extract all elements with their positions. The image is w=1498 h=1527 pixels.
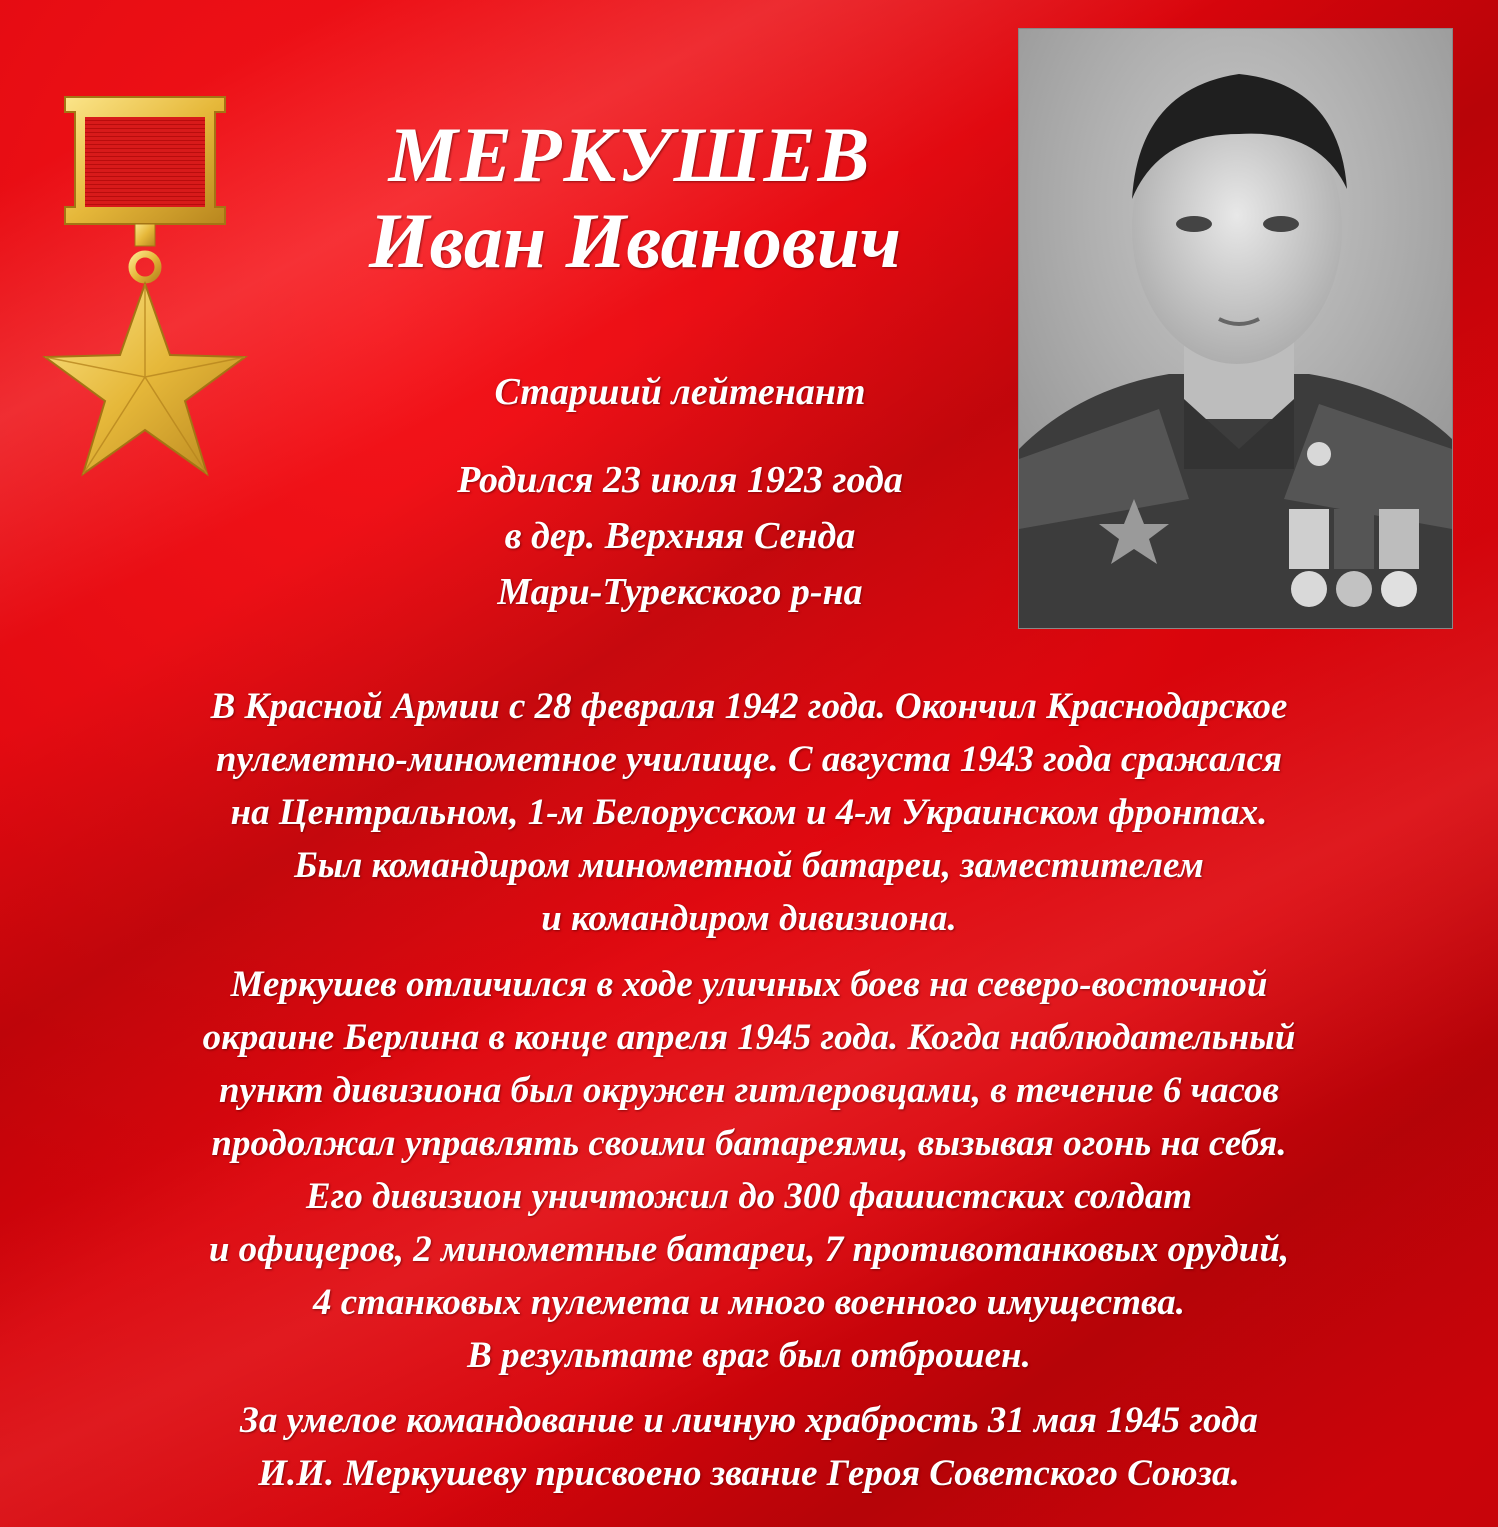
award-line: И.И. Меркушеву присвоено звание Героя Советского Союза. bbox=[258, 1453, 1240, 1494]
feat-line: пункт дивизиона был окружен гитлеровцами, в течение 6 часов bbox=[218, 1070, 1280, 1111]
feat-line: Его дивизион уничтожил до 300 фашистских солдат bbox=[306, 1176, 1192, 1217]
feat-line: 4 станковых пулемета и много военного имущества. bbox=[312, 1282, 1185, 1323]
service-line: на Центральном, 1-м Белорусском и 4-м Украинском фронтах. bbox=[230, 792, 1268, 833]
gold-star-medal-icon bbox=[40, 92, 250, 482]
birth-line: в дер. Верхняя Сенда bbox=[504, 515, 856, 557]
service-line: и командиром дивизиона. bbox=[541, 898, 957, 939]
feat-line: Меркушев отличился в ходе уличных боев на северо-восточной bbox=[230, 964, 1268, 1005]
hero-rank: Старший лейтенант bbox=[494, 371, 866, 413]
feat-line: продолжал управлять своими батареями, вызывая огонь на себя. bbox=[211, 1123, 1287, 1164]
service-line: В Красной Армии с 28 февраля 1942 года. Окончил Краснодарское bbox=[210, 686, 1288, 727]
hero-given-names: Иван Иванович bbox=[368, 197, 902, 284]
feat-line: и офицеров, 2 минометные батареи, 7 противотанковых орудий, bbox=[208, 1229, 1290, 1270]
birth-line: Мари-Турекского р-на bbox=[497, 571, 863, 613]
birth-line: Родился 23 июля 1923 года bbox=[457, 459, 903, 501]
service-line: пулеметно-минометное училище. С августа 1943 года сражался bbox=[215, 739, 1283, 780]
feat-line: окраине Берлина в конце апреля 1945 года. Когда наблюдательный bbox=[202, 1017, 1296, 1058]
hero-surname: МЕРКУШЕВ bbox=[388, 111, 872, 198]
feat-line: В результате враг был отброшен. bbox=[467, 1335, 1031, 1376]
service-line: Был командиром минометной батареи, заместителем bbox=[294, 845, 1204, 886]
hero-portrait-photo bbox=[1018, 28, 1453, 629]
award-line: За умелое командование и личную храбрость 31 мая 1945 года bbox=[240, 1400, 1258, 1441]
